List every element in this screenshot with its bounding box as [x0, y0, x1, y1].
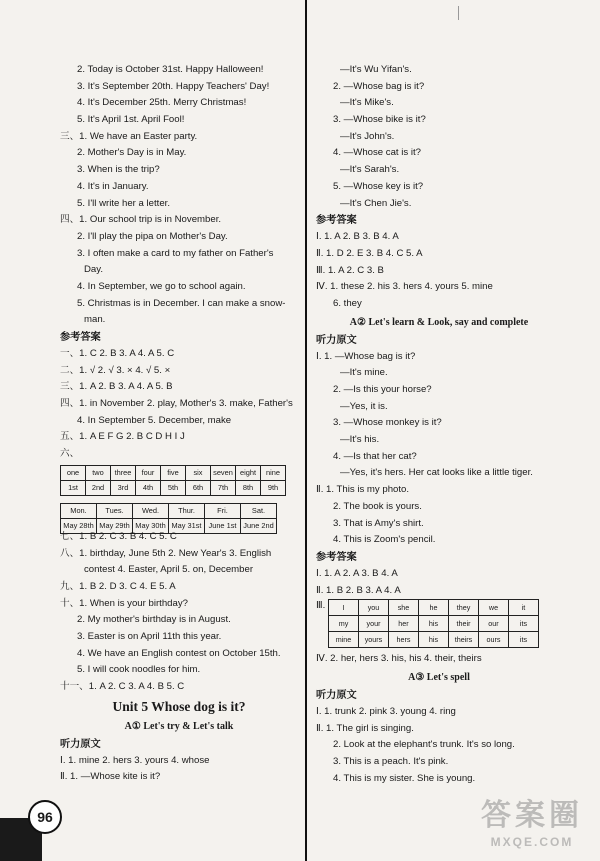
section-a3-title: A③ Let's spell [408, 671, 470, 683]
table-row [61, 465, 286, 480]
text-line: Ⅱ. 1. B 2. B 3. A 4. A [316, 584, 401, 596]
table-cell: four [136, 465, 161, 480]
text-line: 4. We have an English contest on October 15th. [77, 647, 281, 659]
pronoun-table-label: Ⅲ. [316, 600, 326, 612]
text-line: Ⅰ. 1. A 2. A 3. B 4. A [316, 567, 398, 579]
text-line: man. [84, 314, 106, 326]
table-cell: 8th [236, 480, 261, 495]
text-line: —It's Chen Jie's. [340, 197, 412, 209]
text-line: 3. —Whose bike is it? [333, 114, 426, 126]
text-line: 4. It's in January. [77, 180, 149, 192]
text-line: Ⅰ. 1. —Whose bag is it? [316, 350, 416, 362]
text-line: 2. The book is yours. [333, 500, 422, 512]
text-line: 三、1. A 2. B 3. A 4. A 5. B [60, 381, 173, 393]
left-block-3 [60, 529, 298, 696]
table-cell: June 1st [205, 518, 241, 533]
table-cell: his [419, 632, 449, 648]
table-cell: 6th [186, 480, 211, 495]
text-line: —It's Wu Yifan's. [340, 64, 412, 75]
table-cell: your [359, 616, 389, 632]
text-line: 4. In September, we go to school again. [77, 280, 246, 292]
section-a1-title: A① Let's try & Let's talk [124, 720, 234, 732]
text-line: —It's his. [340, 434, 380, 446]
text-line: 十一、1. A 2. C 3. A 4. B 5. C [60, 681, 185, 692]
column-divider [305, 0, 307, 861]
table-cell: Tues. [97, 503, 133, 518]
text-line: —It's Mike's. [340, 97, 394, 109]
text-line: 3. —Whose monkey is it? [333, 417, 442, 429]
table-cell: nine [261, 465, 286, 480]
right-column [316, 62, 562, 787]
text-line: —Yes, it's hers. Her cat looks like a little tiger. [340, 467, 533, 479]
text-line: 十、1. When is your birthday? [60, 597, 188, 609]
text-line: 4. In September 5. December, make [77, 414, 232, 426]
table-cell: he [419, 600, 449, 616]
listening-heading: 听力原文 [316, 689, 357, 701]
text-line: contest 4. Easter, April 5. on, December [84, 564, 254, 576]
table-cell: you [359, 600, 389, 616]
table-cell: June 2nd [241, 518, 277, 533]
text-line: 2. —Whose bag is it? [333, 80, 425, 92]
scan-mark [458, 6, 459, 20]
watermark-logo [472, 798, 592, 856]
text-line: 2. Mother's Day is in May. [77, 147, 187, 159]
text-line: Ⅰ. 1. mine 2. hers 3. yours 4. whose [60, 754, 210, 766]
watermark-sub: MXQE.COM [490, 835, 574, 849]
text-line: 5. I'll write her a letter. [77, 197, 171, 209]
answers-heading: 参考答案 [60, 332, 101, 343]
text-line: 五、1. A E F G 2. B C D H I J [60, 431, 185, 443]
table-cell: Mon. [61, 503, 97, 518]
text-line: 3. This is a peach. It's pink. [333, 756, 449, 767]
table-row [61, 503, 277, 518]
text-line: 2. —Is this your horse? [333, 384, 432, 395]
weekday-table-wrap [60, 503, 298, 529]
table-cell: 9th [261, 480, 286, 495]
table-cell: 3rd [111, 480, 136, 495]
table-cell: its [509, 632, 539, 648]
table-cell: my [329, 616, 359, 632]
pronoun-table-row [316, 599, 562, 651]
text-line: Ⅱ. 1. —Whose kite is it? [60, 771, 161, 783]
table-cell: seven [211, 465, 236, 480]
text-line: —It's Sarah's. [340, 164, 400, 176]
right-block-2 [316, 229, 562, 312]
text-line: 2. Today is October 31st. Happy Halloween! [77, 64, 264, 75]
text-line: 3. It's September 20th. Happy Teachers' Day! [77, 80, 270, 92]
text-line: Ⅱ. 1. This is my photo. [316, 484, 410, 496]
table-cell: two [86, 465, 111, 480]
text-line: 一、1. C 2. B 3. A 4. A 5. C [60, 348, 175, 359]
table-cell: mine [329, 632, 359, 648]
right-block-4 [316, 566, 562, 599]
table-cell: 4th [136, 480, 161, 495]
table-cell: theirs [449, 632, 479, 648]
text-line: 3. When is the trip? [77, 164, 160, 176]
text-line: —Yes, it is. [340, 400, 388, 412]
table-cell: her [389, 616, 419, 632]
text-line: 二、1. √ 2. √ 3. × 4. √ 5. × [60, 364, 171, 376]
table-cell: 5th [161, 480, 186, 495]
page-number: 96 [28, 800, 62, 834]
table-row [329, 616, 539, 632]
text-line: 八、1. birthday, June 5th 2. New Year's 3. English [60, 547, 272, 559]
table-cell: Fri. [205, 503, 241, 518]
text-line: 5. I will cook noodles for him. [77, 664, 201, 676]
text-line: 4. —Is that her cat? [333, 450, 417, 462]
text-line: —It's John's. [340, 130, 395, 142]
table-row [329, 632, 539, 648]
table-cell: they [449, 600, 479, 616]
text-line: 七、1. B 2. C 3. B 4. C 5. C [60, 530, 177, 542]
text-line: 2. Look at the elephant's trunk. It's so long. [333, 739, 515, 751]
text-line: 6. they [333, 297, 362, 309]
table-cell: I [329, 600, 359, 616]
text-line: Ⅰ. 1. A 2. B 3. B 4. A [316, 231, 399, 243]
table-row [329, 600, 539, 616]
ordinal-table-wrap [60, 463, 298, 503]
right-block-3 [316, 349, 562, 549]
answers-heading: 参考答案 [316, 551, 357, 563]
text-line: Ⅲ. 1. A 2. C 3. B [316, 264, 384, 276]
table-cell: we [479, 600, 509, 616]
text-line: Day. [84, 264, 104, 276]
text-line: —It's mine. [340, 367, 388, 379]
right-block-6 [316, 704, 562, 787]
table-cell: 2nd [86, 480, 111, 495]
text-line: 5. Christmas is in December. I can make a snow- [77, 297, 286, 309]
table-cell: three [111, 465, 136, 480]
text-line: 4. It's December 25th. Merry Christmas! [77, 97, 247, 109]
listening-heading: 听力原文 [60, 738, 101, 750]
pronoun-table [328, 599, 539, 648]
text-line: Ⅱ. 1. The girl is singing. [316, 722, 414, 734]
table-cell: its [509, 616, 539, 632]
answers-heading: 参考答案 [316, 215, 357, 227]
table-cell: May 30th [133, 518, 169, 533]
text-line: 5. It's April 1st. April Fool! [77, 114, 185, 126]
left-block-2 [60, 346, 298, 463]
table-cell: 1st [61, 480, 86, 495]
left-block-1 [60, 62, 298, 329]
table-cell: hers [389, 632, 419, 648]
text-line: 5. —Whose key is it? [333, 180, 424, 192]
text-line: 2. My mother's birthday is in August. [77, 614, 231, 626]
table-cell: Thur. [169, 503, 205, 518]
table-cell: our [479, 616, 509, 632]
text-line: 4. This is my sister. She is young. [333, 772, 476, 784]
table-cell: it [509, 600, 539, 616]
text-line: 3. Easter is on April 11th this year. [77, 630, 222, 642]
text-line: Ⅳ. 1. these 2. his 3. hers 4. yours 5. mine [316, 281, 493, 293]
right-block-1 [316, 62, 562, 212]
text-line: 四、1. in November 2. play, Mother's 3. make, Father's [60, 398, 293, 410]
text-line: Ⅰ. 1. trunk 2. pink 3. young 4. ring [316, 705, 456, 717]
text-line: 2. I'll play the pipa on Mother's Day. [77, 230, 228, 242]
table-cell: his [419, 616, 449, 632]
section-a2-title: A② Let's learn & Look, say and complete [349, 316, 529, 328]
table-cell: their [449, 616, 479, 632]
table-row [61, 480, 286, 495]
text-line: 3. I often make a card to my father on Father's [77, 247, 274, 259]
table-cell: five [161, 465, 186, 480]
table-cell: Sat. [241, 503, 277, 518]
table-cell: May 31st [169, 518, 205, 533]
table-cell: six [186, 465, 211, 480]
answer-line: Ⅳ. 2. her, hers 3. his, his 4. their, theirs [316, 653, 482, 665]
listening-heading: 听力原文 [316, 334, 357, 346]
text-line: 4. This is Zoom's pencil. [333, 534, 436, 546]
left-column [60, 62, 298, 786]
left-block-4 [60, 753, 298, 786]
table-cell: she [389, 600, 419, 616]
text-line: 三、1. We have an Easter party. [60, 130, 198, 142]
ordinal-table [60, 465, 286, 496]
table-cell: one [61, 465, 86, 480]
table-cell: 7th [211, 480, 236, 495]
text-line: 四、1. Our school trip is in November. [60, 214, 222, 226]
table-cell: yours [359, 632, 389, 648]
watermark-main: 答案圈 [481, 799, 583, 832]
table-cell: eight [236, 465, 261, 480]
text-line: 六、 [60, 448, 80, 460]
table-cell: Wed. [133, 503, 169, 518]
text-line: 3. That is Amy's shirt. [333, 517, 424, 529]
text-line: 九、1. B 2. D 3. C 4. E 5. A [60, 580, 176, 592]
text-line: 4. —Whose cat is it? [333, 147, 421, 159]
table-cell: May 28th [61, 518, 97, 533]
table-cell: May 29th [97, 518, 133, 533]
text-line: Ⅱ. 1. D 2. E 3. B 4. C 5. A [316, 247, 423, 259]
table-cell: ours [479, 632, 509, 648]
unit-title: Unit 5 Whose dog is it? [112, 698, 246, 714]
